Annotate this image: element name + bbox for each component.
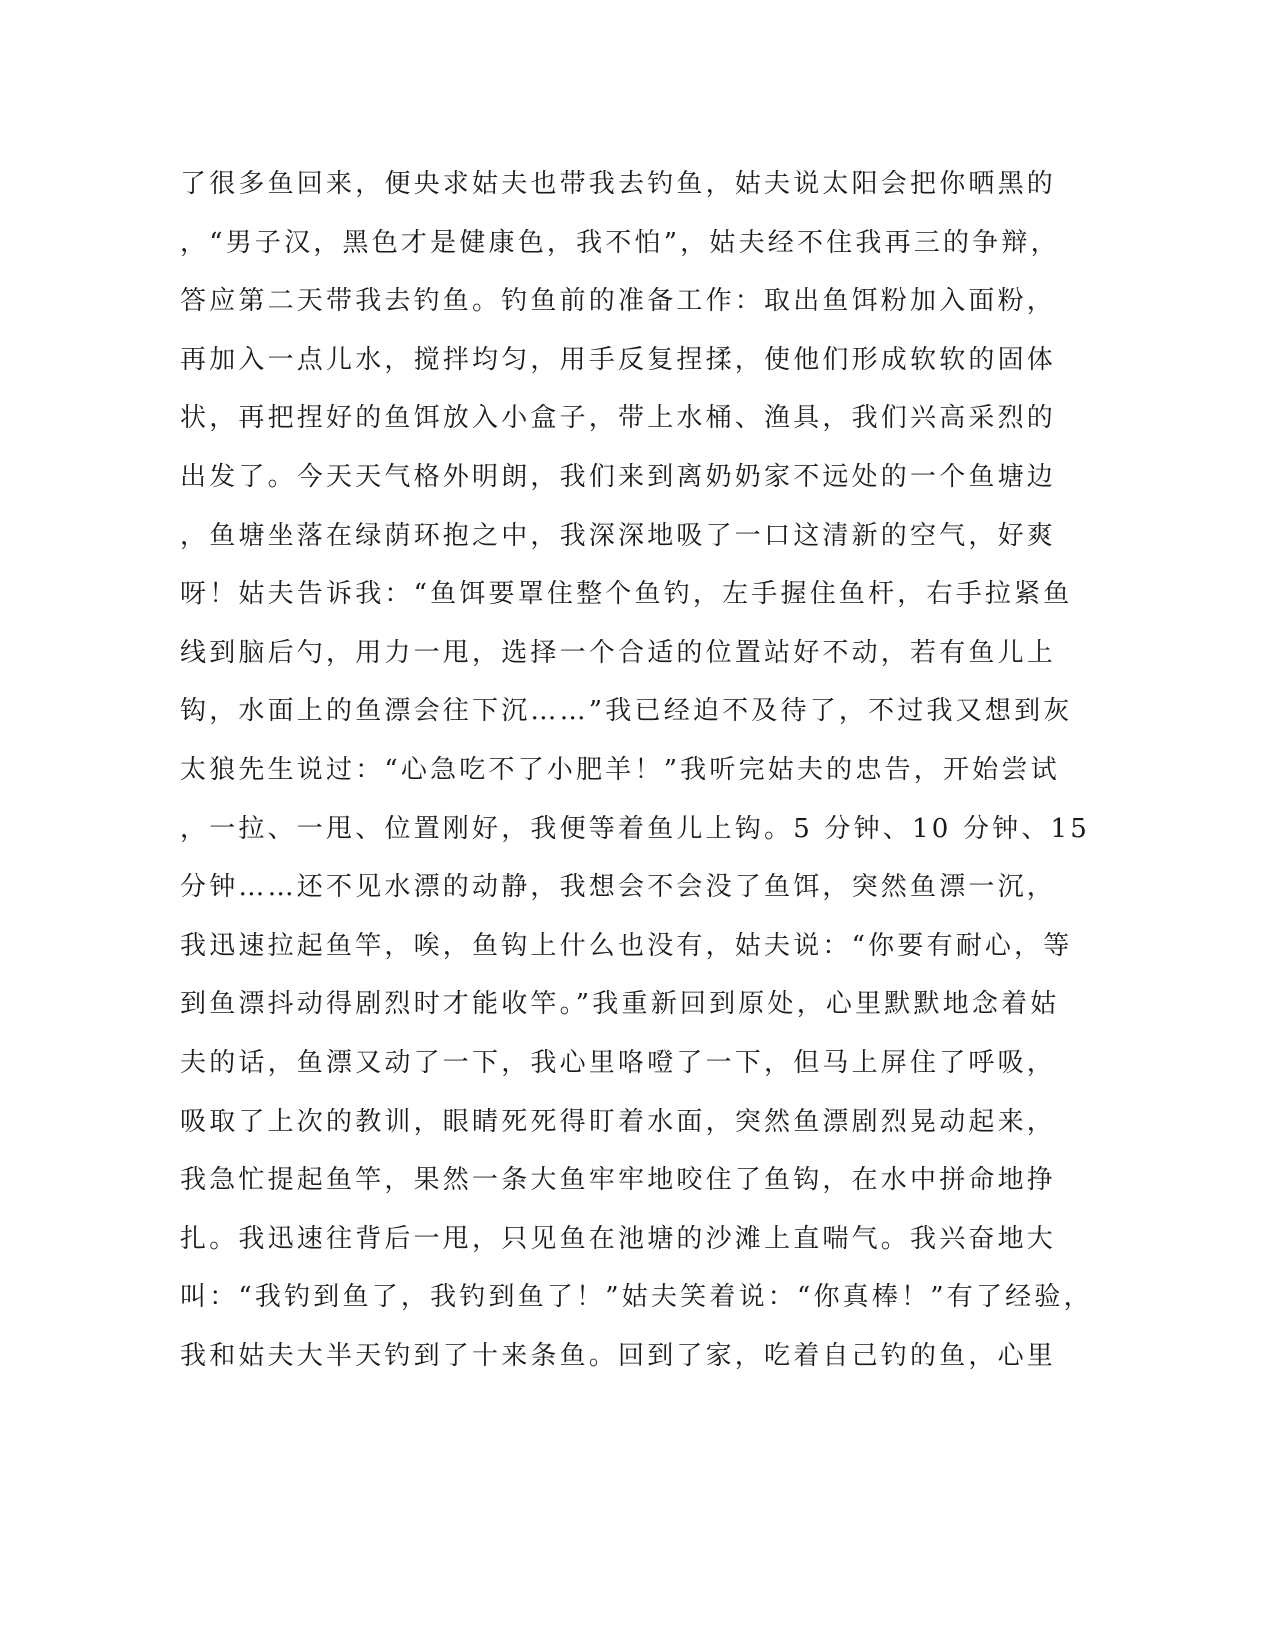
text-line: 呀！姑夫告诉我：“鱼饵要罩住整个鱼钓，左手握住鱼杆，右手拉紧鱼 (180, 579, 1073, 610)
text-line: 答应第二天带我去钓鱼。钓鱼前的准备工作：取出鱼饵粉加入面粉， (180, 286, 1057, 317)
text-line: 我和姑夫大半天钓到了十来条鱼。回到了家，吃着自己钓的鱼，心里 (180, 1340, 1057, 1371)
text-line: 了很多鱼回来，便央求姑夫也带我去钓鱼，姑夫说太阳会把你晒黑的 (180, 169, 1057, 199)
text-line: 线到脑后勺，用力一甩，选择一个合适的位置站好不动，若有鱼儿上 (180, 637, 1057, 668)
text-line: ，一拉、一甩、位置刚好，我便等着鱼儿上钩。5 分钟、10 分钟、15 (180, 813, 1091, 844)
text-line: 叫：“我钓到鱼了，我钓到鱼了！”姑夫笑着说：“你真棒！”有了经验， (180, 1282, 1093, 1313)
text-line: 出发了。今天天气格外明朗，我们来到离奶奶家不远处的一个鱼塘边 (180, 461, 1057, 492)
text-line: 太狼先生说过：“心急吃不了小肥羊！”我听完姑夫的忠告，开始尝试 (180, 754, 1060, 785)
text-line: 钩，水面上的鱼漂会往下沉……”我已经迫不及待了，不过我又想到灰 (180, 696, 1073, 727)
body-text (180, 155, 1093, 1385)
text-line: 吸取了上次的教训，眼睛死死得盯着水面，突然鱼漂剧烈晃动起来， (180, 1106, 1057, 1137)
text-line: 分钟……还不见水漂的动静，我想会不会没了鱼饵，突然鱼漂一沉， (180, 872, 1057, 903)
text-line: 扎。我迅速往背后一甩，只见鱼在池塘的沙滩上直喘气。我兴奋地大 (180, 1223, 1057, 1254)
text-line: 到鱼漂抖动得剧烈时才能收竿。”我重新回到原处，心里默默地念着姑 (180, 989, 1060, 1020)
text-line: 我迅速拉起鱼竿，唉，鱼钩上什么也没有，姑夫说：“你要有耐心，等 (180, 930, 1073, 961)
text-line: ，“男子汉，黑色才是健康色，我不怕”，姑夫经不住我再三的争辩， (180, 227, 1060, 258)
text-line: 我急忙提起鱼竿，果然一条大鱼牢牢地咬住了鱼钩，在水中拼命地挣 (180, 1165, 1057, 1196)
text-line: 状，再把捏好的鱼饵放入小盒子，带上水桶、渔具，我们兴高采烈的 (180, 403, 1057, 434)
text-line: 夫的话，鱼漂又动了一下，我心里咯噔了一下，但马上屏住了呼吸， (180, 1047, 1057, 1078)
text-line: ，鱼塘坐落在绿荫环抱之中，我深深地吸了一口这清新的空气，好爽 (180, 520, 1057, 551)
text-line: 再加入一点儿水，搅拌均匀，用手反复捏揉，使他们形成软软的固体 (180, 344, 1057, 375)
